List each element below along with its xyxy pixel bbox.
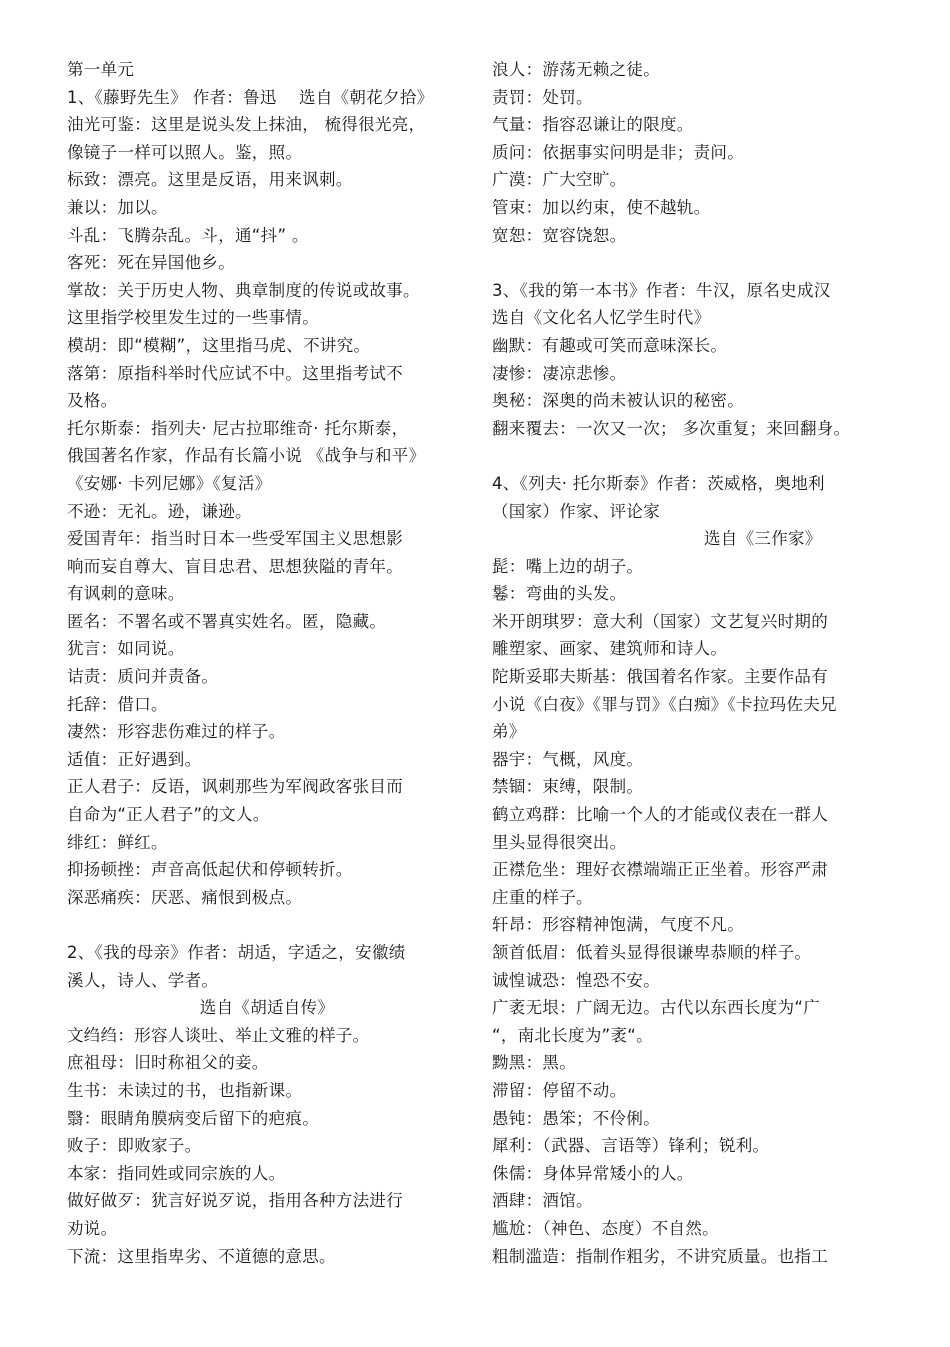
text-line: 文绉绉：形容人谈吐、举止文雅的样子。 <box>67 1025 370 1045</box>
text-line: 《安娜· 卡列尼娜》《复活》 <box>67 473 272 493</box>
text-line: 正襟危坐：理好衣襟端端正正坐着。形容严肃 <box>492 860 828 880</box>
text-line: 翻来覆去：一次又一次； 多次重复；来回翻身。 <box>492 418 851 438</box>
text-line: 抑扬顿挫：声音高低起伏和停顿转折。 <box>67 860 353 880</box>
text-line: 广漠：广大空旷。 <box>492 170 627 190</box>
text-line: 下流：这里指卑劣、不道德的意思。 <box>67 1246 336 1266</box>
text-line: 诚惶诚恐：惶恐不安。 <box>492 970 660 990</box>
text-line: 颔首低眉：低着头显得很谦卑恭顺的样子。 <box>492 943 812 962</box>
text-line: 托辞：借口。 <box>67 694 168 714</box>
text-line: 生书：未读过的书，也指新课。 <box>67 1080 303 1100</box>
text-line: 酒肆：酒馆。 <box>492 1191 593 1211</box>
text-line: 幽默：有趣或可笑而意味深长。 <box>492 335 728 355</box>
text-line: 宽恕：宽容饶恕。 <box>492 225 627 245</box>
text-line: 粗制滥造：指制作粗劣，不讲究质量。也指工 <box>492 1246 828 1266</box>
text-line: 愚钝：愚笨；不伶俐。 <box>492 1108 660 1128</box>
text-line: 犀利：（武器、言语等）锋利；锐利。 <box>492 1136 770 1156</box>
text-line: 油光可鉴：这里是说头发上抹油， 梳得很光亮， <box>67 115 426 135</box>
text-line: 广袤无垠：广阔无边。古代以东西长度为“广 <box>492 998 821 1018</box>
text-line: 绯红：鲜红。 <box>67 832 168 852</box>
blank-line <box>492 249 882 277</box>
text-line: 选自《三作家》 <box>704 529 822 549</box>
text-line: 适值：正好遇到。 <box>67 749 202 769</box>
text-line: 轩昂：形容精神饱满，气度不凡。 <box>492 915 744 935</box>
text-line: 托尔斯泰：指列夫· 尼古拉耶维奇· 托尔斯泰， <box>67 418 409 438</box>
text-line: 模胡：即“模糊”，这里指马虎、不讲究。 <box>67 335 371 355</box>
text-line: 凄惨：凄凉悲惨。 <box>492 363 627 383</box>
text-line: 劝说。 <box>67 1218 118 1238</box>
text-line: 选自《文化名人忆学生时代》 <box>492 308 711 328</box>
text-line: 本家：指同姓或同宗族的人。 <box>67 1163 286 1183</box>
text-line: 及格。 <box>67 391 118 411</box>
text-line: 器宇：气概，风度。 <box>492 749 644 769</box>
blank-line <box>67 911 467 939</box>
text-line: 这里指学校里发生过的一些事情。 <box>67 308 319 328</box>
text-line: 凄然：形容悲伤难过的样子。 <box>67 722 286 742</box>
text-line: 选自《胡适自传》 <box>199 998 335 1018</box>
text-line: “，南北长度为”袤“。 <box>492 1025 653 1045</box>
text-line: 责罚：处罚。 <box>492 87 593 107</box>
text-line: 4、《列夫· 托尔斯泰》作者：茨威格，奥地利 <box>492 473 825 493</box>
text-line: 响而妄自尊大、盲目忠君、思想狭隘的青年。 <box>67 556 403 576</box>
text-line: 质问：依据事实问明是非；责问。 <box>492 142 744 162</box>
text-line: 鬈：弯曲的头发。 <box>492 584 627 604</box>
text-line: 翳：眼睛角膜病变后留下的疤痕。 <box>67 1108 319 1128</box>
text-line: 败子：即败家子。 <box>67 1136 202 1156</box>
text-line: 里头显得很突出。 <box>492 832 627 852</box>
text-line: 做好做歹：犹言好说歹说，指用各种方法进行 <box>67 1191 403 1211</box>
text-line: 髭：嘴上边的胡子。 <box>492 556 644 576</box>
text-line: 标致：漂亮。这里是反语，用来讽刺。 <box>67 170 353 190</box>
text-line: 鹤立鸡群：比喻一个人的才能或仪表在一群人 <box>492 805 828 825</box>
text-line: 雕塑家、画家、建筑师和诗人。 <box>492 639 728 659</box>
text-line: 溪人，诗人、学者。 <box>67 970 219 990</box>
text-line: 匿名：不署名或不署真实姓名。匿，隐藏。 <box>67 611 387 631</box>
text-line: 掌故：关于历史人物、典章制度的传说或故事。 <box>67 280 420 300</box>
text-line: 爱国青年：指当时日本一些受军国主义思想影 <box>67 529 403 549</box>
left-column <box>67 56 467 1270</box>
text-line: 兼以：加以。 <box>67 197 168 217</box>
text-line: 3、《我的第一本书》作者：牛汉，原名史成汉 <box>492 280 831 300</box>
text-line: 犹言：如同说。 <box>67 639 185 659</box>
text-line: 正人君子：反语，讽刺那些为军阀政客张目而 <box>67 777 403 797</box>
text-line: 1、《藤野先生》 作者：鲁迅 选自《朝花夕拾》 <box>67 87 434 107</box>
text-line: 深恶痛疾：厌恶、痛恨到极点。 <box>67 887 303 907</box>
text-line: 客死：死在异国他乡。 <box>67 253 235 273</box>
text-line: 不逊：无礼。逊，谦逊。 <box>67 501 252 521</box>
text-line: 侏儒：身体异常矮小的人。 <box>492 1163 694 1183</box>
text-line: 小说《白夜》《罪与罚》《白痴》《卡拉玛佐夫兄 <box>492 694 837 714</box>
text-line: 禁锢：束缚，限制。 <box>492 777 644 797</box>
text-line: 庶祖母：旧时称祖父的妾。 <box>67 1053 269 1073</box>
text-line: 奥秘：深奥的尚未被认识的秘密。 <box>492 391 744 411</box>
text-line: 管束：加以约束，使不越轨。 <box>492 197 711 217</box>
text-line: 庄重的样子。 <box>492 887 593 907</box>
text-line: 第一单元 <box>67 60 135 79</box>
text-line: 米开朗琪罗：意大利（国家）文艺复兴时期的 <box>492 611 828 631</box>
text-line: 落第：原指科举时代应试不中。这里指考试不 <box>67 363 403 383</box>
blank-line <box>492 442 882 470</box>
text-line: 尴尬：（神色、态度）不自然。 <box>492 1218 719 1238</box>
right-column <box>492 56 882 1270</box>
text-line: （国家）作家、评论家 <box>492 501 660 521</box>
text-line: 斗乱：飞腾杂乱。斗，通“抖” 。 <box>67 225 309 245</box>
text-line: 陀斯妥耶夫斯基：俄国着名作家。主要作品有 <box>492 667 828 687</box>
text-line: 弟》 <box>492 722 526 742</box>
text-line: 黝黑：黑。 <box>492 1053 576 1073</box>
text-line: 滞留：停留不动。 <box>492 1080 627 1100</box>
text-line: 俄国著名作家，作品有长篇小说 《战争与和平》 <box>67 446 426 466</box>
text-line: 浪人：游荡无赖之徒。 <box>492 60 660 79</box>
text-line: 像镜子一样可以照人。鉴，照。 <box>67 142 303 162</box>
text-line: 2、《我的母亲》作者：胡适，字适之，安徽绩 <box>67 943 406 962</box>
text-line: 有讽刺的意味。 <box>67 584 185 604</box>
text-line: 自命为“正人君子”的文人。 <box>67 805 270 825</box>
text-line: 气量：指容忍谦让的限度。 <box>492 115 694 135</box>
text-line: 诘责：质问并责备。 <box>67 667 219 687</box>
